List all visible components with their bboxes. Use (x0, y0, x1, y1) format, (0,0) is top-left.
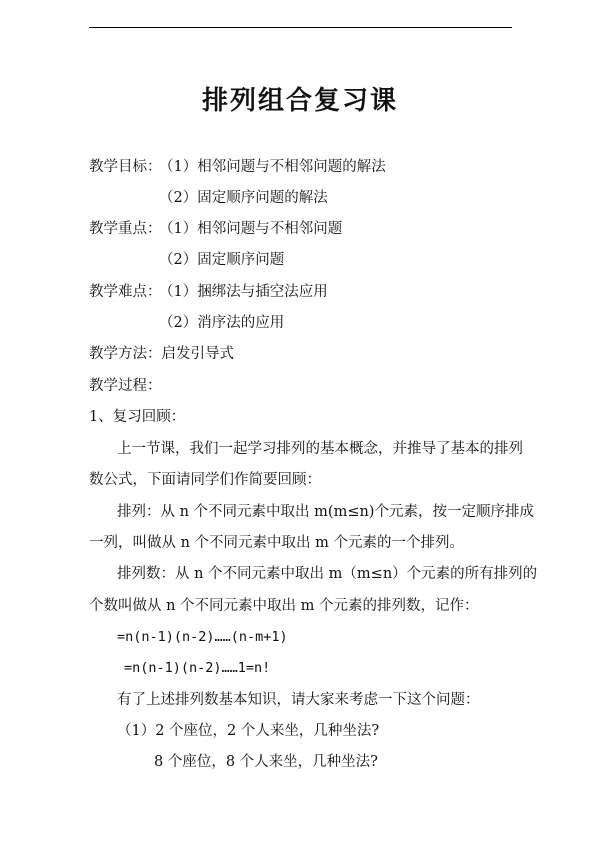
section-heading-review: 1、复习回顾： (89, 409, 186, 425)
paragraph-line: 数公式，下面请同学们作简要回顾： (89, 472, 321, 488)
header-rule (89, 27, 512, 28)
paragraph-line: 上一节课，我们一起学习排列的基本概念，并推导了基本的排列 (117, 441, 523, 457)
difficulty-item-1: （1）捆绑法与插空法应用 (159, 284, 328, 300)
formula-line: =n(n-1)(n-2)……(n-m+1) (117, 629, 288, 645)
teaching-process: 教学过程： (89, 378, 162, 394)
paragraph-line: 个数叫做从 n 个不同元素中取出 m 个元素的排列数，记作： (89, 598, 479, 614)
objective-item-2: （2）固定顺序问题的解法 (159, 190, 328, 206)
key-point-item-1: （1）相邻问题与不相邻问题 (159, 221, 343, 237)
page-title: 排列组合复习课 (201, 86, 398, 116)
objectives-label: 教学目标： (89, 159, 162, 175)
paragraph-line: 排列：从 n 个不同元素中取出 m(m≤n)个元素，按一定顺序排成 (117, 504, 534, 520)
paragraph-line: 排列数：从 n 个不同元素中取出 m（m≤n）个元素的所有排列的 (117, 566, 538, 582)
key-point-item-2: （2）固定顺序问题 (159, 252, 285, 268)
difficulty-item-2: （2）消序法的应用 (159, 315, 285, 331)
formula-line: =n(n-1)(n-2)……1=n! (124, 660, 271, 676)
objective-item-1: （1）相邻问题与不相邻问题的解法 (159, 159, 386, 175)
difficulties-label: 教学难点： (89, 284, 162, 300)
paragraph-line: 有了上述排列数基本知识，请大家来考虑一下这个问题： (117, 692, 480, 708)
paragraph-line: 一列，叫做从 n 个不同元素中取出 m 个元素的一个排列。 (89, 535, 465, 551)
question-line: 8 个座位，8 个人来坐，几种坐法? (154, 754, 378, 770)
question-line: （1）2 个座位，2 个人来坐，几种坐法? (117, 723, 380, 739)
key-points-label: 教学重点： (89, 221, 162, 237)
teaching-method: 教学方法：启发引导式 (89, 346, 234, 362)
